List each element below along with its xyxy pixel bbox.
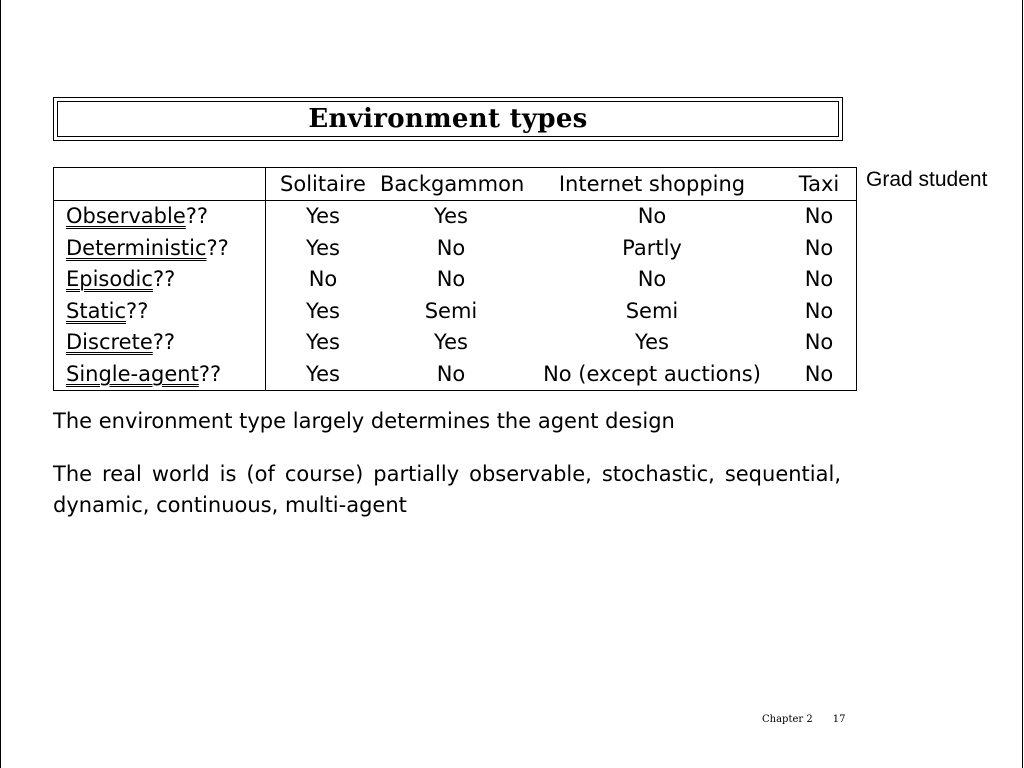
row-label-suffix: ?? xyxy=(126,298,149,323)
row-label-static: Static xyxy=(66,298,127,323)
table-cell: Semi xyxy=(424,298,478,323)
title-box xyxy=(53,97,843,141)
table-cell: No xyxy=(637,204,667,229)
table-cell: No xyxy=(380,358,522,390)
slide-border-right xyxy=(1022,0,1023,768)
table-cell: Yes xyxy=(306,204,340,229)
row-label-observable: Observable xyxy=(66,204,186,229)
table-row xyxy=(54,264,857,296)
table-cell: No xyxy=(308,267,338,292)
header-backgammon: Backgammon xyxy=(380,168,522,201)
row-label-suffix: ?? xyxy=(206,235,229,260)
table-cell: No xyxy=(782,264,857,296)
row-label-discrete: Discrete xyxy=(66,330,153,355)
row-label-single-agent: Single-agent xyxy=(66,361,199,386)
environment-table xyxy=(53,167,857,391)
table-cell: Partly xyxy=(622,235,682,260)
title-inner-frame xyxy=(57,101,839,137)
table-cell: Yes xyxy=(635,330,669,355)
table-row xyxy=(54,232,857,264)
row-label-suffix: ?? xyxy=(198,361,222,386)
table-header-row xyxy=(54,168,857,201)
table-cell: No xyxy=(782,358,857,390)
row-label-cell xyxy=(54,264,266,296)
row-label-cell xyxy=(54,295,266,327)
table-cell: Yes xyxy=(266,358,381,390)
table-cell: No xyxy=(782,327,857,359)
table-cell: Yes xyxy=(306,298,340,323)
table-cell: No xyxy=(637,267,667,292)
row-label-cell xyxy=(54,200,266,232)
table-row xyxy=(54,200,857,232)
table-cell: No (except auctions) xyxy=(522,358,782,390)
slide-border-left xyxy=(0,0,1,768)
table-cell: No xyxy=(436,267,466,292)
row-label-cell xyxy=(54,358,266,390)
footer-chapter: Chapter 2 xyxy=(762,714,813,725)
row-label-episodic: Episodic xyxy=(66,267,153,292)
grad-student-label: Grad student xyxy=(866,168,988,191)
table-cell: Yes xyxy=(306,235,340,260)
header-cell-empty xyxy=(54,168,266,201)
table-cell: No xyxy=(436,235,466,260)
row-label-cell xyxy=(54,232,266,264)
table-cell: No xyxy=(782,232,857,264)
row-label-deterministic: Deterministic xyxy=(66,235,207,260)
table-cell: Yes xyxy=(434,204,468,229)
footer-page-number: 17 xyxy=(832,714,846,725)
table-row xyxy=(54,358,857,390)
table-row xyxy=(54,327,857,359)
table-cell: Semi xyxy=(625,298,679,323)
row-label-suffix: ?? xyxy=(185,204,209,229)
table-cell: Yes xyxy=(434,330,468,355)
row-label-suffix: ?? xyxy=(152,267,176,292)
slide-footer xyxy=(762,714,845,725)
header-taxi: Taxi xyxy=(782,168,857,201)
header-internet-shopping: Internet shopping xyxy=(522,168,782,201)
table-cell: No xyxy=(782,295,857,327)
table-cell: Yes xyxy=(306,330,340,355)
header-solitaire: Solitaire xyxy=(266,168,381,201)
slide-title: Environment types xyxy=(308,104,588,134)
row-label-suffix: ?? xyxy=(152,330,176,355)
paragraph-real-world: The real world is (of course) partially observable, stochastic, sequential, dynamic, continuous, multi-agent xyxy=(53,462,841,517)
table-cell: No xyxy=(782,200,857,232)
paragraph-agent-design: The environment type largely determines the agent design xyxy=(53,409,675,433)
row-label-cell xyxy=(54,327,266,359)
table-row xyxy=(54,295,857,327)
